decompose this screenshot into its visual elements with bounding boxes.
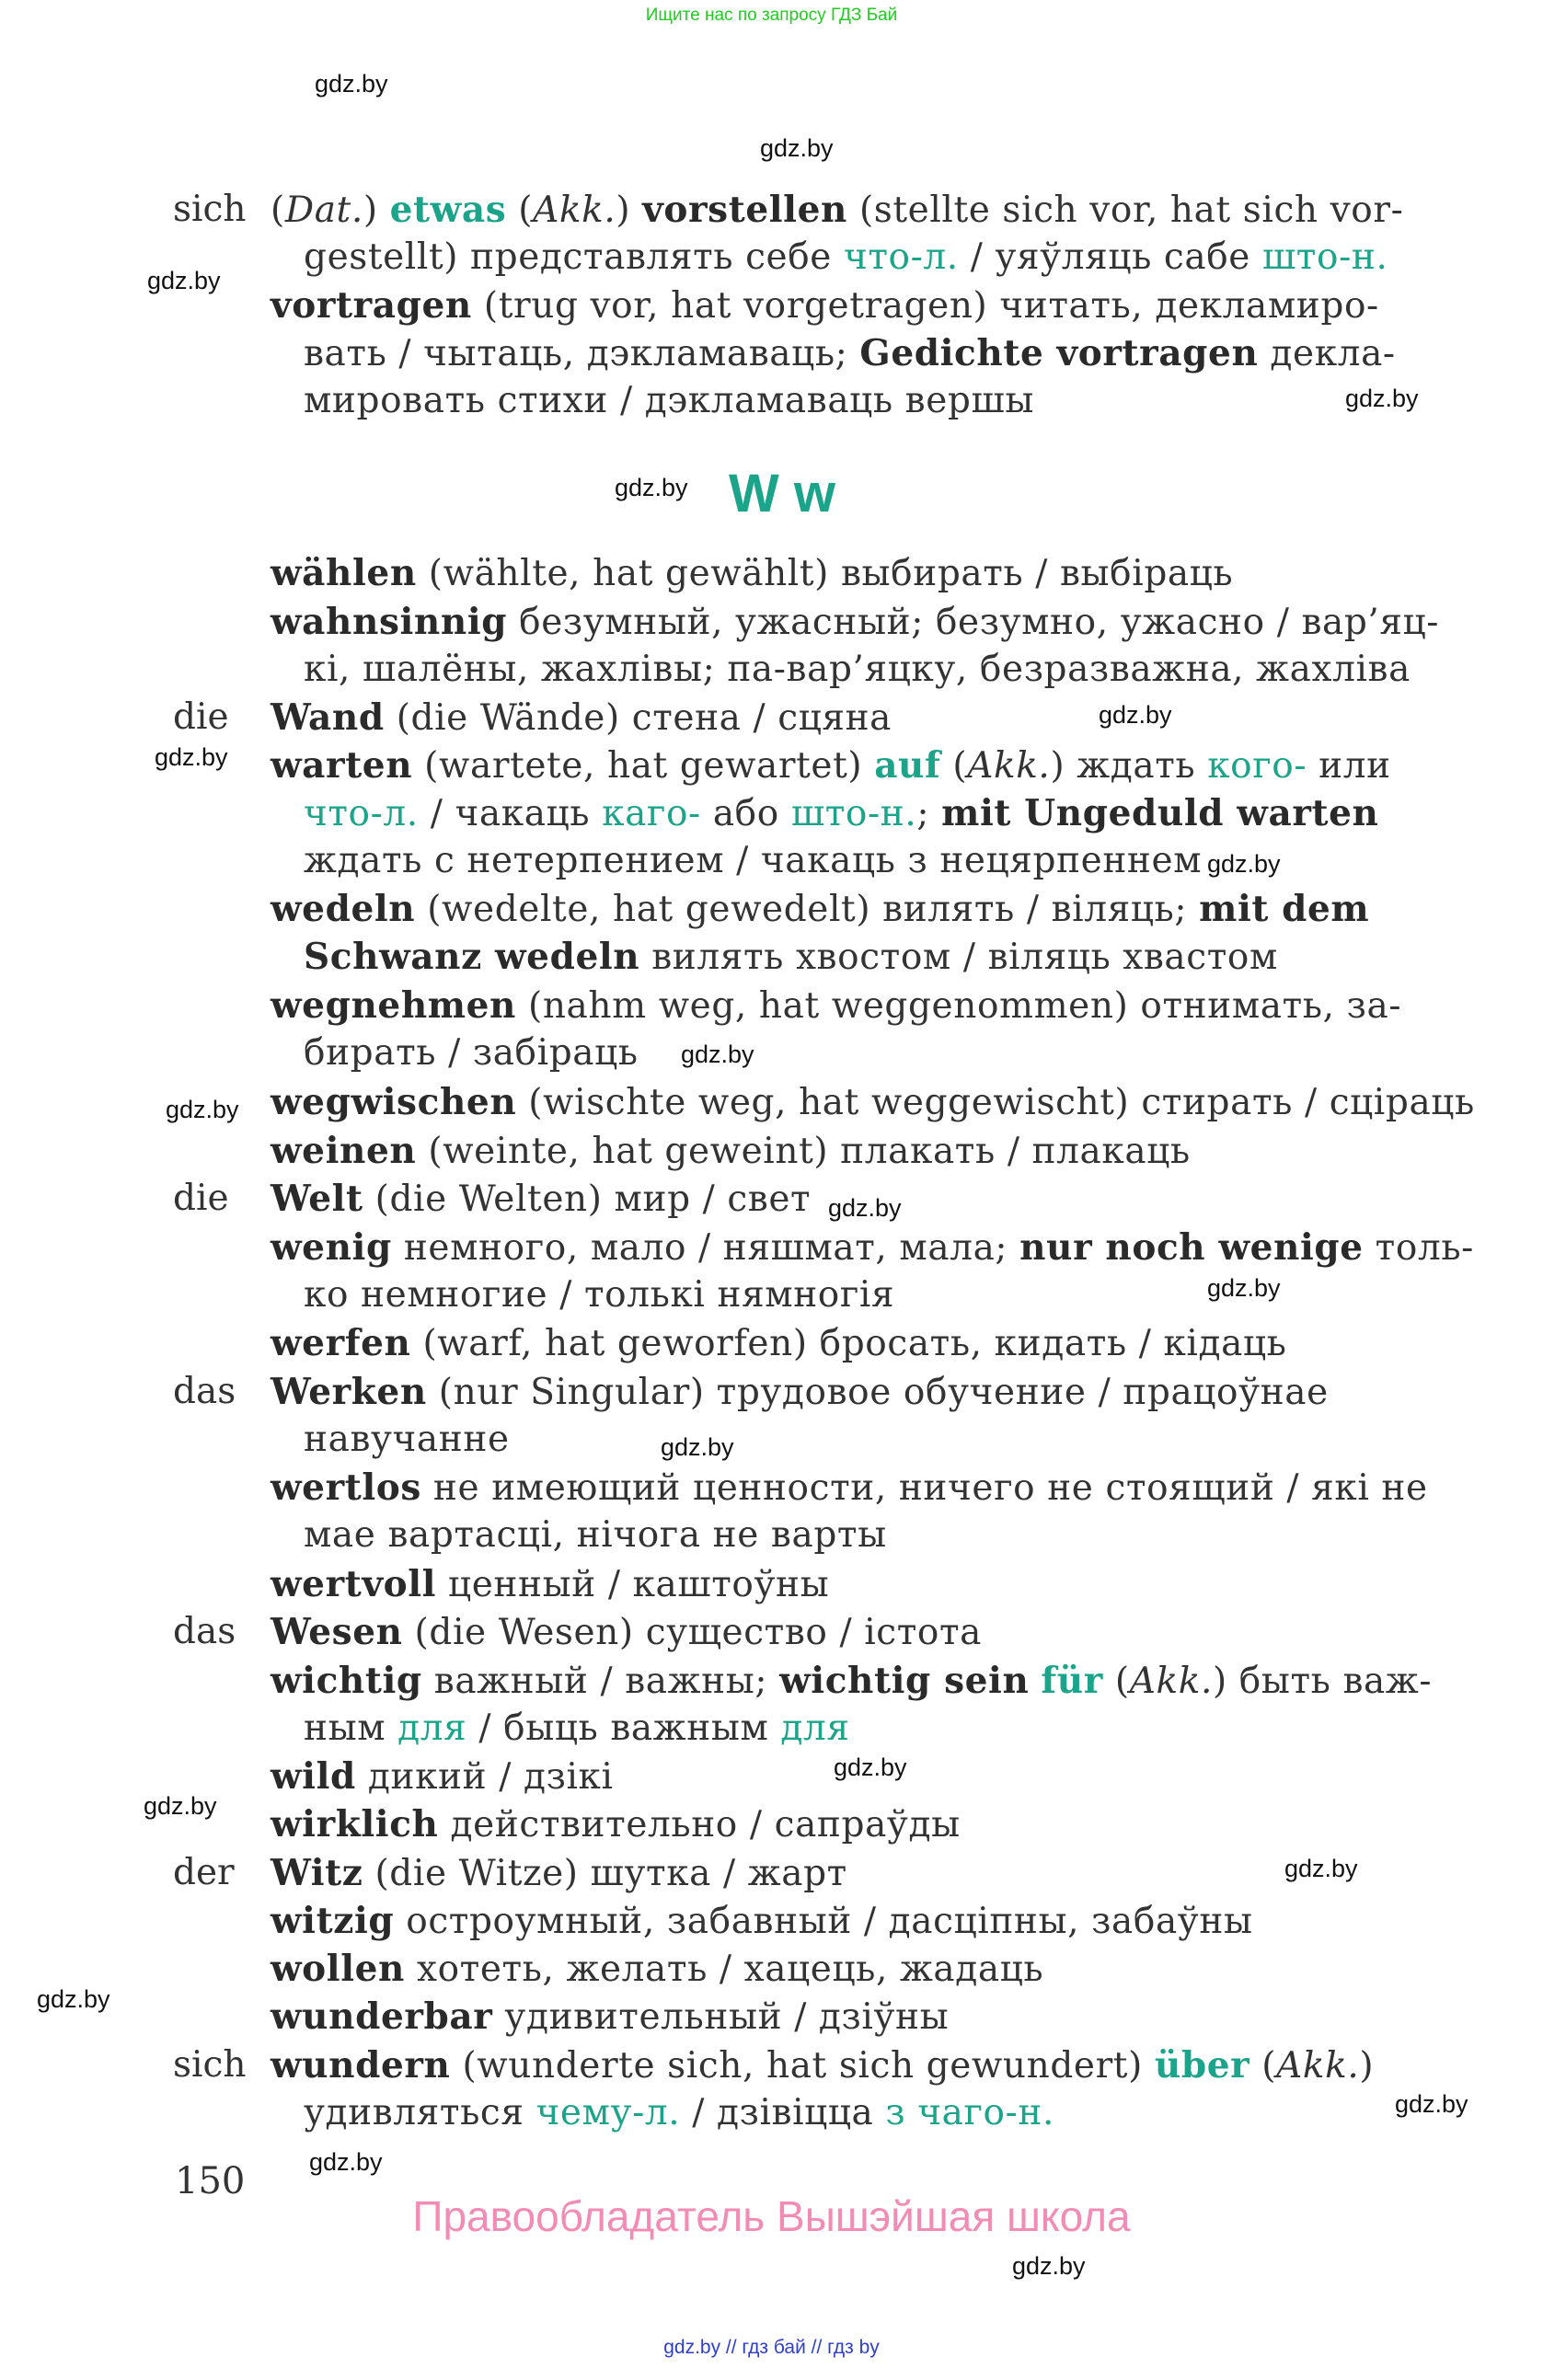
entry-line — [271, 1175, 811, 1224]
entry-line — [271, 982, 1401, 1030]
headword: wedeln — [271, 888, 416, 930]
headword: werfen — [271, 1322, 411, 1364]
entry-line — [271, 549, 1233, 598]
headword: wählen — [271, 552, 417, 594]
headword: wild — [271, 1755, 356, 1798]
headword: wegnehmen — [271, 984, 517, 1027]
case-abbrev: Akk. — [1276, 2045, 1360, 2087]
case-abbrev: Akk. — [533, 190, 616, 231]
case-abbrev: Akk. — [1129, 1661, 1213, 1702]
entry-line — [271, 1368, 1329, 1417]
entry-continuation — [304, 646, 1411, 694]
entry-text — [1029, 1661, 1041, 1702]
watermark-text: gdz.by — [147, 267, 221, 294]
accent-text: что-л. — [304, 793, 419, 834]
headword: mit dem — [1199, 888, 1370, 930]
entry-text: мировать стихи / дэкламаваць вершы — [304, 380, 1034, 421]
entry-text: ным — [304, 1707, 398, 1749]
watermark-text: gdz.by — [828, 1194, 902, 1222]
entry-text: остроумный, забавный / дасціпны, забаўны — [394, 1901, 1253, 1942]
entry-continuation — [304, 2089, 1054, 2137]
headword: witzig — [271, 1900, 395, 1942]
entry-text: удивляться — [304, 2092, 536, 2133]
entry-text: ; — [916, 793, 942, 834]
headword: wichtig sein — [779, 1660, 1030, 1702]
entry-text: не имеющий ценности, ничего не стоящий / які не — [420, 1467, 1428, 1509]
entry-text: толь- — [1363, 1227, 1474, 1269]
entry-line — [271, 1993, 949, 2041]
entry-article: das — [173, 1371, 236, 1412]
entry-article: die — [173, 696, 229, 738]
entry-line — [271, 2041, 1374, 2090]
watermark-text: gdz.by — [309, 2148, 383, 2176]
headword: Witz — [271, 1852, 363, 1894]
entry-article: der — [173, 1852, 235, 1893]
entry-text: (wartete, hat gewartet) — [412, 745, 875, 787]
entry-line — [271, 885, 1369, 934]
entry-line — [271, 1849, 847, 1898]
entry-continuation — [304, 1416, 510, 1464]
entry-text: безумный, ужасный; безумно, ужасно / вар’яц- — [507, 602, 1440, 643]
entry-text: вилять хвостом / віляць хвастом — [639, 937, 1278, 978]
headword: vorstellen — [642, 189, 847, 231]
entry-text: вать / чытаць, дэкламаваць; — [304, 333, 860, 374]
entry-text: бирать / забіраць — [304, 1032, 639, 1074]
entry-text: (die Welten) мир / свет — [363, 1179, 812, 1220]
entry-line — [271, 1078, 1475, 1127]
entry-text: ко немногие / толькі нямногія — [304, 1274, 895, 1316]
watermark-text: gdz.by — [1395, 2090, 1468, 2118]
headword: warten — [271, 744, 413, 787]
entry-text: ( — [271, 190, 285, 231]
headword: wichtig — [271, 1660, 422, 1702]
entry-text: / чакаць — [418, 793, 603, 834]
entry-line — [271, 282, 1379, 330]
entry-line — [271, 694, 892, 742]
entry-text: (nur Singular) трудовое обучение / працоўнае — [426, 1372, 1329, 1413]
entry-continuation — [304, 789, 1378, 838]
accent-text: чему-л. — [535, 2092, 681, 2133]
entry-line — [271, 1800, 961, 1849]
headword: wundern — [271, 2044, 451, 2087]
entry-text: / уяўляць сабе — [958, 236, 1262, 278]
case-abbrev: Akk. — [967, 745, 1051, 787]
watermark-text: gdz.by — [144, 1792, 217, 1820]
headword: wertlos — [271, 1466, 421, 1509]
entry-line — [271, 1560, 829, 1609]
entry-text: удивительный / дзіўны — [492, 1996, 950, 2038]
watermark-text: gdz.by — [155, 743, 228, 771]
entry-continuation — [304, 377, 1034, 425]
watermark-text: gdz.by — [834, 1753, 907, 1781]
entry-continuation — [304, 329, 1396, 378]
entry-text: (wählte, hat gewählt) выбирать / выбіраць — [416, 553, 1234, 594]
watermark-text: gdz.by — [315, 70, 388, 98]
entry-text: ценный / каштоўны — [436, 1564, 830, 1605]
entry-text: декла- — [1258, 333, 1396, 374]
bottom-links[interactable]: gdz.by // гдз бай // гдз by — [663, 2337, 880, 2358]
watermark-text: gdz.by — [760, 134, 834, 162]
entry-text: (stellte sich vor, hat sich vor- — [846, 190, 1404, 231]
entry-continuation — [304, 1271, 894, 1319]
entry-line — [271, 1319, 1286, 1368]
entry-text: или — [1307, 745, 1391, 787]
entry-line — [271, 1753, 614, 1801]
entry-continuation — [304, 234, 1388, 282]
entry-continuation — [304, 1512, 887, 1559]
entry-text: / дзівіцца — [680, 2092, 886, 2133]
entry-line — [271, 1897, 1253, 1946]
entry-line — [271, 1224, 1474, 1272]
watermark-text: gdz.by — [1207, 850, 1281, 878]
entry-text: ( — [940, 745, 968, 787]
headword: Gedichte vortragen — [859, 332, 1259, 374]
entry-text: (die Witze) шутка / жарт — [363, 1853, 847, 1894]
watermark-text: gdz.by — [681, 1041, 754, 1068]
accent-text: з чаго-н. — [885, 2092, 1054, 2133]
entry-text: ) — [1359, 2045, 1375, 2087]
headword: Wand — [271, 696, 385, 739]
entry-line — [271, 742, 1391, 790]
entry-text: действительно / сапраўды — [438, 1804, 961, 1845]
headword: wahnsinnig — [271, 601, 508, 643]
headword: Welt — [271, 1178, 363, 1220]
entry-text: ) — [363, 190, 390, 231]
headword: nur noch wenige — [1019, 1226, 1364, 1269]
entry-line — [271, 1945, 1043, 1994]
entry-text: ) ждать — [1050, 745, 1208, 787]
entry-line — [271, 1464, 1428, 1512]
headword: wenig — [271, 1226, 392, 1269]
headword: Werken — [271, 1371, 427, 1413]
entry-text: gestellt) представлять себе — [304, 236, 844, 278]
headword: weinen — [271, 1130, 417, 1172]
case-abbrev: Dat. — [284, 190, 363, 231]
entry-text: кі, шалёны, жахлівы; па-вар’яцку, безразважна, жахліва — [304, 649, 1411, 690]
entry-article: sich — [173, 2044, 247, 2086]
entry-continuation — [304, 1029, 639, 1077]
accent-text: für — [1041, 1660, 1103, 1702]
accent-text: auf — [874, 744, 941, 787]
entry-text: (nahm weg, hat weggenommen) отнимать, за- — [516, 985, 1402, 1027]
headword: Schwanz wedeln — [304, 936, 640, 978]
watermark-text: gdz.by — [1012, 2252, 1086, 2280]
watermark-text: gdz.by — [1284, 1855, 1358, 1882]
letter-heading: W w — [729, 464, 835, 523]
accent-text: што-н. — [790, 793, 917, 834]
accent-text: кого- — [1207, 745, 1307, 787]
accent-text: etwas — [389, 189, 507, 231]
headword: wunderbar — [271, 1995, 493, 2038]
entry-text: навучанне — [304, 1419, 510, 1460]
accent-text: для — [780, 1707, 850, 1749]
entry-text: ( — [506, 190, 534, 231]
entry-line — [271, 1127, 1191, 1176]
headword: wertvoll — [271, 1563, 437, 1605]
entry-text: немного, мало / няшмат, мала; — [391, 1227, 1020, 1269]
watermark-text: gdz.by — [661, 1433, 734, 1461]
entry-text: мае вартасці, нічога не варты — [304, 1514, 887, 1556]
entry-text: (trug vor, hat vorgetragen) читать, декламиро- — [471, 285, 1379, 327]
watermark-text: gdz.by — [1099, 701, 1172, 729]
entry-continuation — [304, 1705, 850, 1753]
entry-text: хотеть, желать / хацець, жадаць — [404, 1949, 1044, 1990]
accent-text: каго- — [602, 793, 701, 834]
page-number: 150 — [175, 2160, 246, 2202]
headword: wollen — [271, 1948, 405, 1990]
entry-text: (weinte, hat geweint) плакать / плакаць — [416, 1131, 1191, 1172]
copyright-notice: Правообладатель Вышэйшая школа — [412, 2192, 1131, 2240]
headword: wirklich — [271, 1803, 439, 1845]
entry-article: sich — [173, 189, 247, 230]
watermark-text: gdz.by — [1207, 1274, 1281, 1302]
accent-text: для — [397, 1707, 467, 1749]
watermark-text: gdz.by — [166, 1096, 239, 1123]
accent-text: über — [1154, 2044, 1250, 2087]
entry-text: важный / важны; — [421, 1661, 780, 1702]
entry-article: die — [173, 1178, 229, 1219]
entry-text: ( — [1249, 2045, 1277, 2087]
entry-text: (wedelte, hat gewedelt) вилять / віляць; — [415, 889, 1200, 930]
entry-text: або — [700, 793, 791, 834]
accent-text: што-н. — [1261, 236, 1388, 278]
entry-article: das — [173, 1611, 236, 1652]
entry-text: (die Wesen) существо / істота — [402, 1612, 983, 1653]
entry-text: дикий / дзікі — [355, 1756, 614, 1798]
headword: wegwischen — [271, 1081, 517, 1123]
entry-text: (die Wände) стена / сцяна — [384, 697, 892, 739]
entry-text: (wunderte sich, hat sich gewundert) — [450, 2045, 1155, 2087]
headword: vortragen — [271, 284, 472, 327]
entry-line — [271, 1657, 1432, 1706]
headword: Wesen — [271, 1611, 403, 1653]
entry-line — [271, 598, 1439, 647]
entry-text: ждать с нетерпением / чакаць з нецярпеннем — [304, 840, 1203, 881]
watermark-text: gdz.by — [37, 1985, 110, 2013]
entry-line — [271, 186, 1403, 235]
top-banner[interactable]: Ищите нас по запросу ГДЗ Бай — [645, 6, 898, 25]
entry-text: ( — [1102, 1661, 1130, 1702]
entry-text: / быць важным — [466, 1707, 781, 1749]
headword: mit Ungeduld warten — [941, 792, 1379, 834]
entry-continuation — [304, 933, 1278, 982]
entry-text: ) быть важ- — [1212, 1661, 1433, 1702]
watermark-text: gdz.by — [615, 474, 688, 501]
watermark-text: gdz.by — [1345, 385, 1419, 412]
accent-text: что-л. — [843, 236, 959, 278]
entry-text: (wischte weg, hat weggewischt) стирать / сціраць — [516, 1082, 1475, 1123]
entry-continuation — [304, 837, 1202, 885]
entry-line — [271, 1608, 982, 1657]
entry-text: (warf, hat geworfen) бросать, кидать / кідаць — [410, 1323, 1287, 1364]
entry-text: ) — [616, 190, 643, 231]
